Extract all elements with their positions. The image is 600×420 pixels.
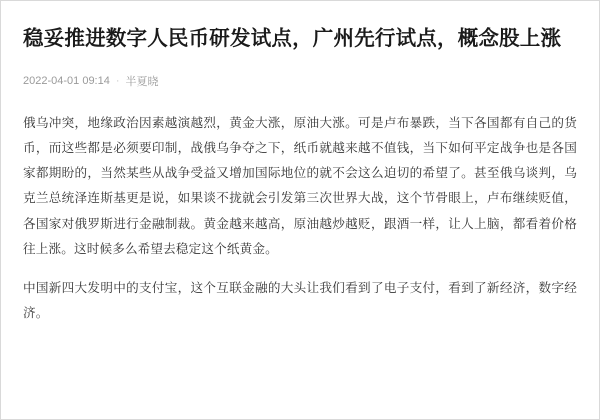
meta-separator-dot: · [115,74,120,87]
article-paragraph: 中国新四大发明中的支付宝，这个互联金融的大头让我们看到了电子支付，看到了新经济，数字经济。 [23,280,577,321]
publish-timestamp: 2022-04-01 09:14 [23,74,110,87]
article-content [1,1,599,326]
page-title: 稳妥推进数字人民币研发试点，广州先行试点，概念股上涨 [23,27,562,50]
author-name[interactable]: 半夏晓 [125,75,159,88]
article-meta [23,73,577,89]
article-paragraph: 俄乌冲突，地缘政治因素越演越烈，黄金大涨，原油大涨。可是卢布暴跌，当下各国都有自己的货币，而这些都是必须要印制，战俄乌争夺之下，纸币就越来越不值钱，当下如何平定战争也是各国家都期盼的，当然某些从战争受益又增加国际地位的就不会这么迫切的希望了。甚至俄乌谈判，乌克兰总统泽连斯基更是说，如果谈不拢就会引发第三次世界大战，这个节骨眼上，卢布继续贬值，各国家对俄罗斯进行金融制裁。黄金越来越高，原油越炒越贬，跟酒一样，让人上脑，都看着价格往上涨。这时候多么希望去稳定这个纸黄金。 [23,115,577,256]
